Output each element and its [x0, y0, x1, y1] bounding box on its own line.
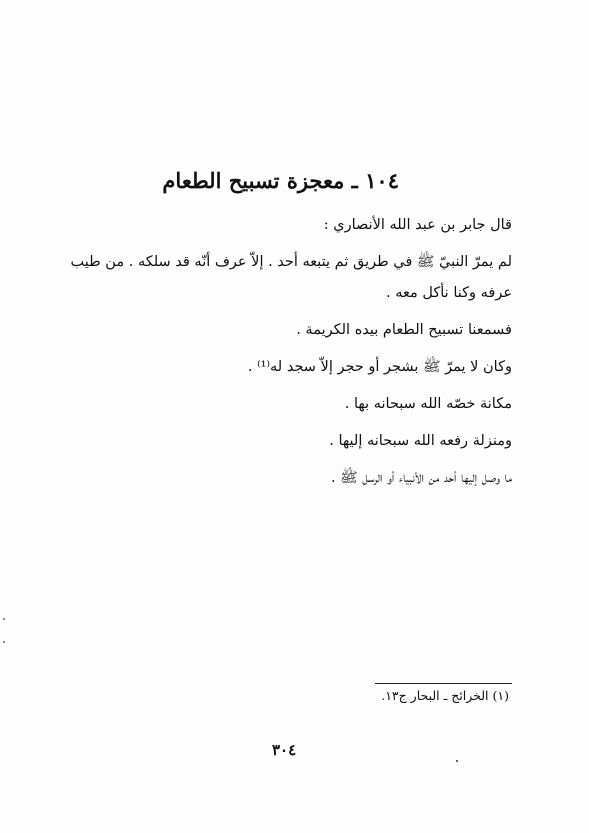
speck-mark: [456, 760, 458, 762]
section-heading: ١٠٤ ـ معجزة تسبيح الطعام: [162, 168, 399, 193]
page-number: ٣٠٤: [272, 741, 297, 759]
speck-mark: [3, 618, 5, 620]
body-text: [67, 210, 512, 500]
paragraph-path: لم يمرّ النبيّ ﷺ في طريق ثم يتبعه أحد . إلاّ عرف أنّه قد سلكه . من طيب عرفه وكنا نأكل معه .: [70, 254, 512, 301]
paragraph-rank: ومنزلة رفعه الله سبحانه إليها .: [329, 433, 512, 449]
footnote: (١) الخرائج ـ البحار ج١٣.: [381, 688, 509, 703]
footnote-divider: [375, 683, 512, 684]
paragraph-narrator: قال جابر بن عبد الله الأنصاري :: [323, 217, 512, 233]
paragraph-prophets: ما وصل إليها أحد من الأنبياء أو الرسل ﷺ .: [330, 470, 512, 486]
paragraph-station: مكانة خصّه الله سبحانه بها .: [344, 396, 512, 412]
paragraph-trees-stones: وكان لا يمرّ ﷺ بشجر أو حجر إلاّ سجد له⁽¹⁾ .: [247, 359, 512, 375]
speck-mark: [3, 641, 5, 643]
paragraph-food-glorification: فسمعنا تسبيح الطعام بيده الكريمة .: [296, 322, 512, 338]
